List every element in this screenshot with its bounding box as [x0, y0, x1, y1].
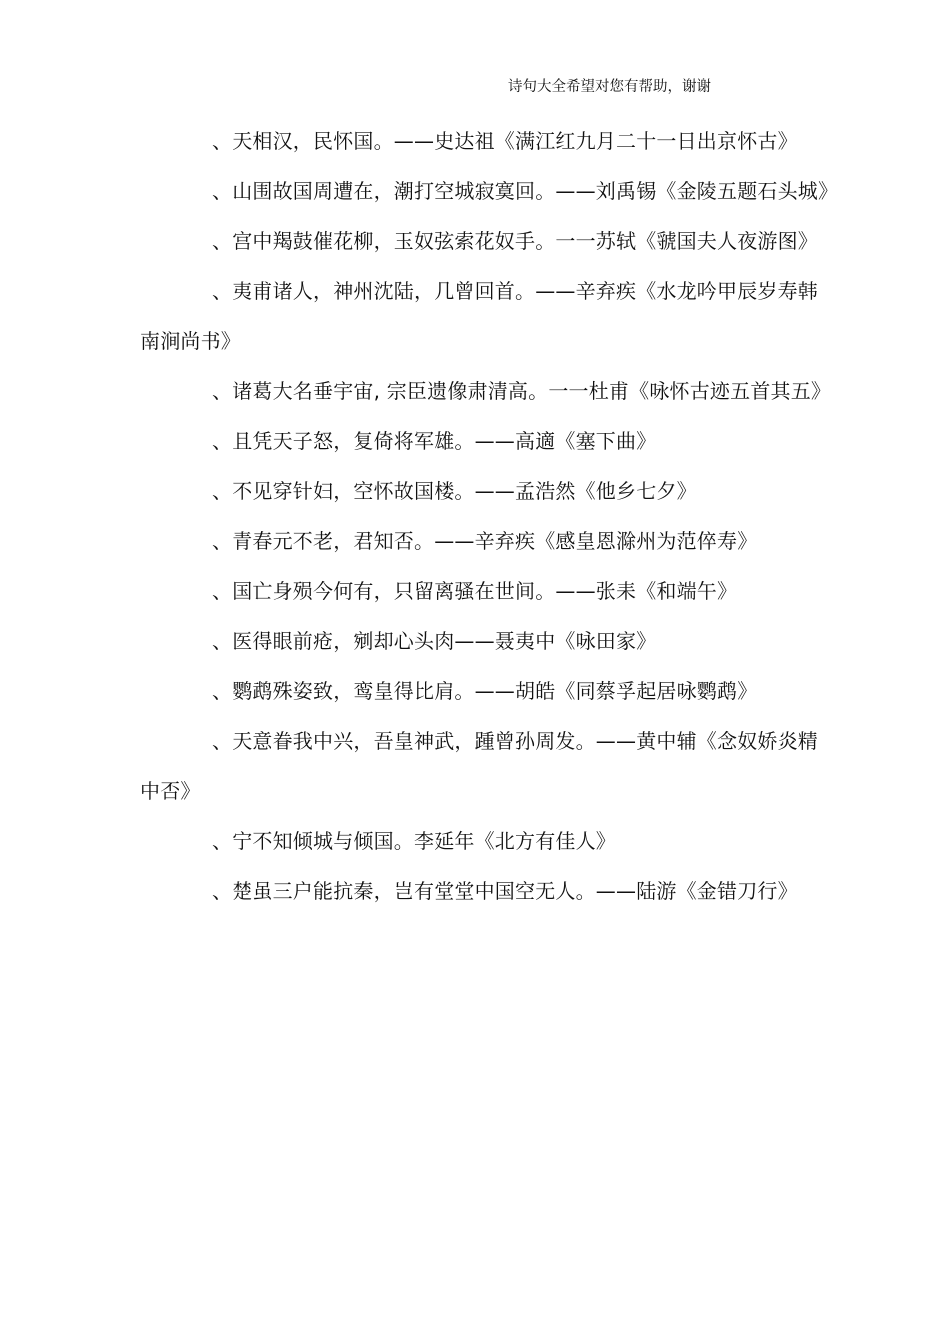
poem-entry-8: 、青春元不老，君知否。——辛弃疾《感皇恩滁州为范倅寿》: [212, 529, 758, 553]
poem-entry-12: 、天意眷我中兴，吾皇神武，踵曾孙周发。——黄中辅《念奴娇炎精中否》: [140, 729, 818, 803]
poem-entry-5: 、诸葛大名垂宇宙, 宗臣遗像肃清高。一一杜甫《咏怀古迹五首其五》: [212, 379, 832, 403]
poem-entry-14: 、楚虽三户能抗秦，岂有堂堂中国空无人。——陆游《金错刀行》: [212, 879, 798, 903]
poem-entry-10: 、医得眼前疮，剜却心头肉——聂夷中《咏田家》: [212, 629, 657, 653]
poem-entry-13: 、宁不知倾城与倾国。李延年《北方有佳人》: [212, 829, 616, 853]
page-header: 诗句大全希望对您有帮助，谢谢: [508, 79, 711, 95]
poem-entry-4: 、夷甫诸人，神州沈陆，几曾回首。——辛弃疾《水龙吟甲辰岁寿韩南涧尚书》: [140, 279, 818, 353]
poem-list: [140, 116, 839, 916]
poem-entry-7: 、不见穿针妇，空怀故国楼。——孟浩然《他乡七夕》: [212, 479, 697, 503]
poem-entry-9: 、国亡身殒今何有，只留离骚在世间。——张耒《和端午》: [212, 579, 738, 603]
poem-entry-6: 、且凭天子怒，复倚将军雄。——高適《塞下曲》: [212, 429, 657, 453]
poem-entry-2: 、山围故国周遭在，潮打空城寂寞回。——刘禹锡《金陵五题石头城》: [212, 179, 839, 203]
poem-entry-3: 、宫中羯鼓催花柳，玉奴弦索花奴手。一一苏轼《虢国夫人夜游图》: [212, 229, 818, 253]
poem-entry-1: 、天相汉，民怀国。——史达祖《满江红九月二十一日出京怀古》: [212, 129, 798, 153]
poem-entry-11: 、鹦鹉殊姿致，鸾皇得比肩。——胡皓《同蔡孚起居咏鹦鹉》: [212, 679, 758, 703]
